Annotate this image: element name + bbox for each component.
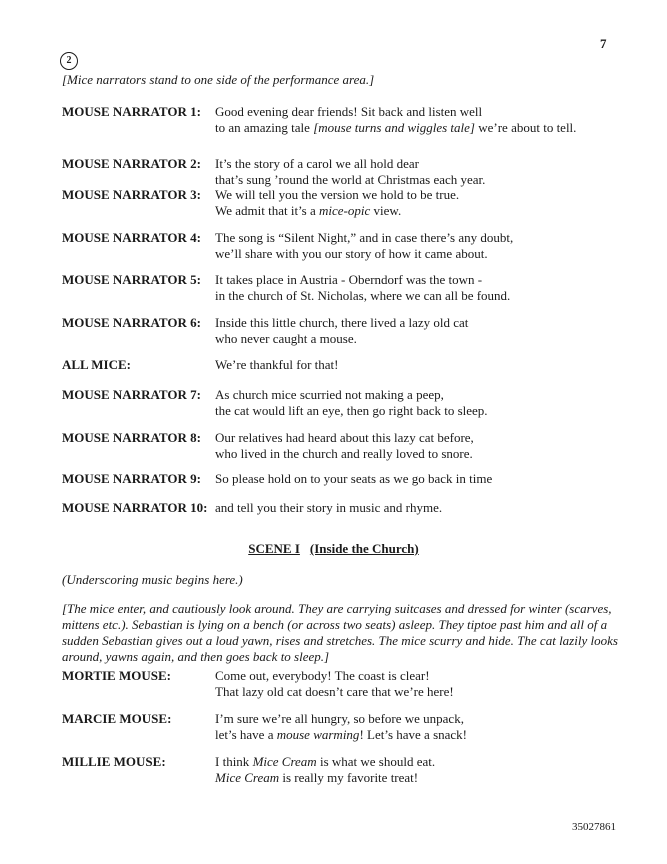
dialogue-line <box>215 315 622 331</box>
dialogue-lines <box>215 357 622 373</box>
dialogue-line <box>215 754 622 770</box>
scene-stage-direction <box>62 601 618 665</box>
text-segment: we’ll share with you our story of how it came about. <box>215 246 488 261</box>
text-segment: is what we should eat. <box>316 754 436 769</box>
dialogue-lines <box>215 387 622 419</box>
speaker-name: MOUSE NARRATOR 10: <box>62 500 208 515</box>
dialogue-line <box>215 246 622 262</box>
dialogue-entry <box>62 500 622 516</box>
intro-stage-direction: [Mice narrators stand to one side of the performance area.] <box>62 72 375 87</box>
text-segment: we’re about to tell. <box>474 120 577 135</box>
text-segment: and tell you their story in music and rhyme. <box>215 500 443 515</box>
dialogue-line <box>215 770 622 786</box>
italic-segment: mice-opic <box>319 203 371 218</box>
text-segment: It’s the story of a carol we all hold dear <box>215 156 419 171</box>
dialogue-line <box>215 203 622 219</box>
page-number: 7 <box>600 36 607 51</box>
italic-segment: [mouse turns and wiggles tale] <box>313 120 475 135</box>
dialogue-line <box>215 120 622 136</box>
dialogue-lines <box>215 711 622 743</box>
dialogue-line <box>215 156 622 172</box>
footer-code: 35027861 <box>572 821 616 833</box>
dialogue-lines <box>215 430 622 462</box>
text-segment: Come out, everybody! The coast is clear! <box>215 668 430 683</box>
text-segment: ! Let’s have a snack! <box>359 727 467 742</box>
dialogue-line <box>215 272 622 288</box>
text-segment: I think <box>215 754 253 769</box>
dialogue-entry <box>62 668 622 700</box>
dialogue-line <box>215 187 622 203</box>
dialogue-line <box>215 471 622 487</box>
dialogue-entry <box>62 387 622 419</box>
speaker-name: MOUSE NARRATOR 6: <box>62 315 201 330</box>
speaker-name: MOUSE NARRATOR 2: <box>62 156 201 171</box>
text-segment: Our relatives had heard about this lazy cat before, <box>215 430 474 445</box>
italic-segment: Mice Cream <box>215 770 280 785</box>
dialogue-line <box>215 288 622 304</box>
dialogue-lines <box>215 471 622 487</box>
dialogue-entry <box>62 272 622 304</box>
dialogue-lines <box>215 668 622 700</box>
text-segment: It takes place in Austria - Oberndorf was the town - <box>215 272 483 287</box>
italic-segment: Mice Cream <box>252 754 317 769</box>
speaker-name: MOUSE NARRATOR 8: <box>62 430 201 445</box>
dialogue-line <box>215 172 622 188</box>
speaker-name: MOUSE NARRATOR 3: <box>62 187 201 202</box>
dialogue-entry <box>62 471 622 487</box>
text-segment: in the church of St. Nicholas, where we can all be found. <box>215 288 511 303</box>
dialogue-entry <box>62 156 622 188</box>
speaker-name: MORTIE MOUSE: <box>62 668 171 683</box>
dialogue-lines <box>215 500 622 516</box>
text-segment: to an amazing tale <box>215 120 314 135</box>
text-segment: Good evening dear friends! Sit back and listen well <box>215 104 483 119</box>
text-segment: is really my favorite treat! <box>279 770 419 785</box>
text-segment: So please hold on to your seats as we go back in time <box>215 471 493 486</box>
speaker-name: ALL MICE: <box>62 357 131 372</box>
dialogue-line <box>215 430 622 446</box>
dialogue-line <box>215 104 622 120</box>
text-segment: that’s sung ’round the world at Christmas each year. <box>215 172 486 187</box>
text-segment: Inside this little church, there lived a lazy old cat <box>215 315 469 330</box>
scene-title <box>0 541 667 557</box>
dialogue-line <box>215 668 622 684</box>
cue-number-circle: 2 <box>60 52 78 70</box>
speaker-name: MOUSE NARRATOR 7: <box>62 387 201 402</box>
dialogue-lines <box>215 315 622 347</box>
text-segment: We will tell you the version we hold to be true. <box>215 187 460 202</box>
dialogue-line <box>215 727 622 743</box>
dialogue-line <box>215 684 622 700</box>
dialogue-lines <box>215 156 622 188</box>
dialogue-lines <box>215 104 622 136</box>
text-segment: As church mice scurried not making a peep, <box>215 387 444 402</box>
dialogue-line <box>215 331 622 347</box>
dialogue-lines <box>215 187 622 219</box>
speaker-name: MOUSE NARRATOR 1: <box>62 104 201 119</box>
italic-segment: mouse warming <box>276 727 360 742</box>
stage-direction-line: mittens etc.). Sebastian is lying on a bench (or across two seats) asleep. They tiptoe past him and all of a <box>62 617 608 632</box>
dialogue-entry <box>62 104 622 136</box>
underscoring-note: (Underscoring music begins here.) <box>62 572 243 587</box>
text-segment: who lived in the church and really loved to snore. <box>215 446 473 461</box>
scene-title-location: (Inside the Church) <box>309 541 419 556</box>
dialogue-entry <box>62 230 622 262</box>
dialogue-entry <box>62 315 622 347</box>
stage-direction-line: sudden Sebastian gives out a loud yawn, rises and stretches. The mice scurry and hide. The cat lazily looks <box>62 633 618 648</box>
speaker-name: MOUSE NARRATOR 5: <box>62 272 201 287</box>
text-segment: view. <box>370 203 402 218</box>
scene-title-number: SCENE I <box>248 541 300 556</box>
dialogue-line <box>215 357 622 373</box>
text-segment: I’m sure we’re all hungry, so before we unpack, <box>215 711 464 726</box>
dialogue-line <box>215 446 622 462</box>
speaker-name: MILLIE MOUSE: <box>62 754 166 769</box>
speaker-name: MARCIE MOUSE: <box>62 711 172 726</box>
text-segment: let’s have a <box>215 727 277 742</box>
dialogue-line <box>215 387 622 403</box>
text-segment: That lazy old cat doesn’t care that we’re here! <box>215 684 454 699</box>
text-segment: who never caught a mouse. <box>215 331 357 346</box>
dialogue-line <box>215 230 622 246</box>
dialogue-lines <box>215 272 622 304</box>
text-segment: the cat would lift an eye, then go right back to sleep. <box>215 403 488 418</box>
speaker-name: MOUSE NARRATOR 9: <box>62 471 201 486</box>
dialogue-line <box>215 403 622 419</box>
dialogue-lines <box>215 230 622 262</box>
dialogue-line <box>215 500 622 516</box>
dialogue-line <box>215 711 622 727</box>
dialogue-lines <box>215 754 622 786</box>
dialogue-entry <box>62 357 622 373</box>
dialogue-entry <box>62 430 622 462</box>
text-segment: We admit that it’s a <box>215 203 320 218</box>
stage-direction-line: [The mice enter, and cautiously look around. They are carrying suitcases and dressed for winter (scarves, <box>62 601 612 616</box>
dialogue-entry <box>62 711 622 743</box>
text-segment: We’re thankful for that! <box>215 357 339 372</box>
stage-direction-line: around, yawns again, and then goes back to sleep.] <box>62 649 330 664</box>
dialogue-entry <box>62 187 622 219</box>
text-segment: The song is “Silent Night,” and in case there’s any doubt, <box>215 230 514 245</box>
speaker-name: MOUSE NARRATOR 4: <box>62 230 201 245</box>
dialogue-entry <box>62 754 622 786</box>
